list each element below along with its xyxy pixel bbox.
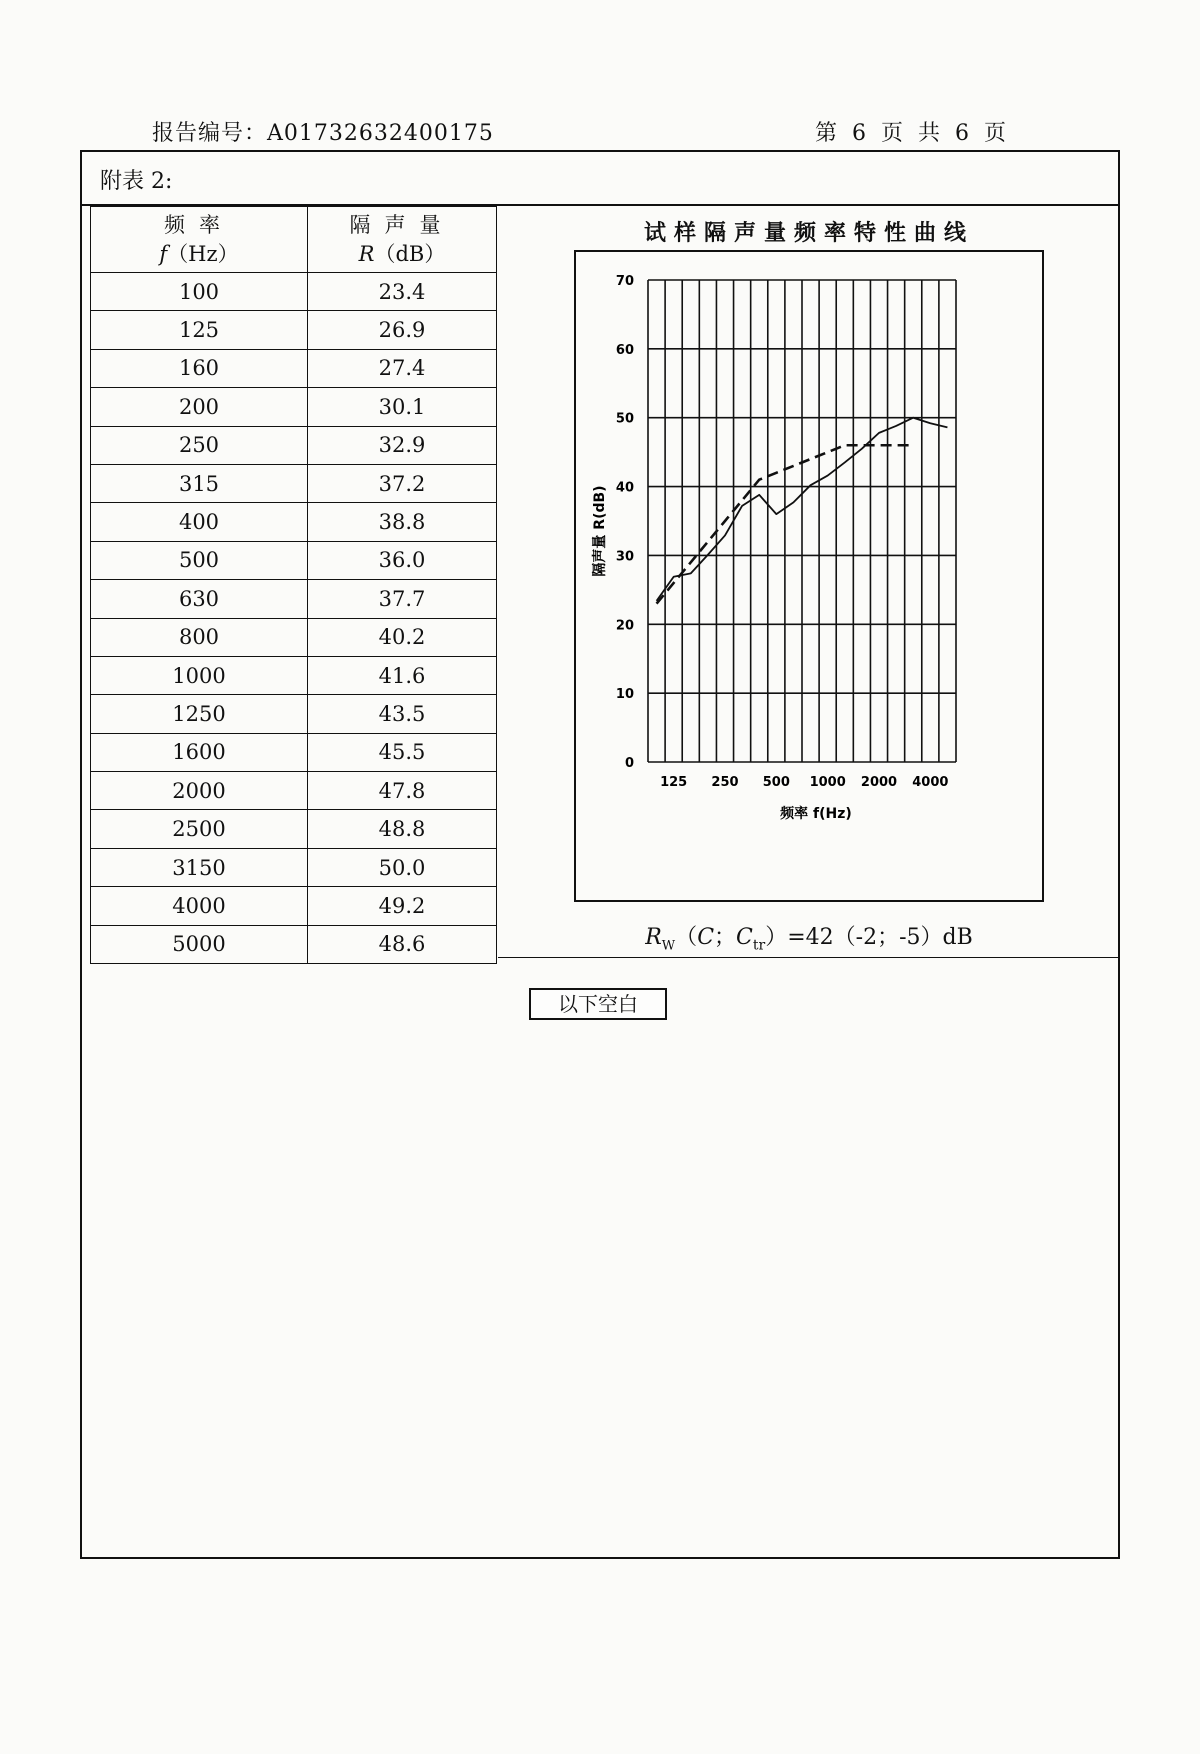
chart-title: 试样隔声量频率特性曲线 [643,220,974,246]
table-row [91,656,497,694]
table-row [91,311,497,349]
frequency-cell: 2000 [91,772,308,810]
rating-value: =42（-2；-5）dB [787,925,973,950]
ctr-symbol: C [736,925,753,950]
insulation-cell: 49.2 [308,887,497,925]
insulation-cell: 47.8 [308,772,497,810]
insulation-unit: （dB） [374,241,446,266]
y-tick-label: 70 [615,274,634,289]
chart-box [574,250,1044,902]
semicolon: ； [714,925,737,950]
report-number-value: A01732632400175 [267,121,494,146]
y-tick-label: 20 [615,618,634,634]
rw-subscript: W [661,938,676,954]
table-row [91,772,497,810]
y-tick-label: 40 [615,480,634,496]
table-row [91,273,497,311]
insulation-cell: 40.2 [308,618,497,656]
paren-close: ） [765,925,788,950]
frequency-cell: 500 [91,541,308,579]
appendix-title: 附表 2: [100,169,173,194]
frequency-cell: 1250 [91,695,308,733]
frequency-cell: 100 [91,273,308,311]
y-tick-label: 50 [615,411,634,427]
table-body [91,273,497,964]
report-number-label: 报告编号： [152,121,268,146]
table-row [91,541,497,579]
frequency-cell: 250 [91,426,308,464]
insulation-cell: 48.6 [308,925,497,963]
x-tick-label: 1000 [809,775,846,790]
frequency-cell: 800 [91,618,308,656]
frequency-cell: 4000 [91,887,308,925]
x-axis-label: 频率 f(Hz) [780,806,852,822]
frequency-column-header [91,207,308,273]
insulation-column-header [308,207,497,273]
table-row [91,810,497,848]
rw-symbol: R [645,925,662,950]
insulation-cell: 32.9 [308,426,497,464]
insulation-cell: 37.7 [308,580,497,618]
weighted-index-line [498,920,1120,953]
ctr-subscript: tr [752,937,766,954]
frequency-header-title: 频率 [164,212,234,237]
insulation-cell: 36.0 [308,541,497,579]
table-row [91,426,497,464]
frequency-cell: 200 [91,388,308,426]
data-table [90,206,497,964]
table-row [91,733,497,771]
frequency-cell: 2500 [91,810,308,848]
frequency-unit: （Hz） [167,241,239,266]
x-tick-label: 4000 [912,775,949,790]
chart-plot [576,252,1042,900]
insulation-cell: 26.9 [308,311,497,349]
frequency-cell: 1000 [91,656,308,694]
y-tick-label: 30 [615,549,634,565]
table-row [91,580,497,618]
frequency-cell: 125 [91,311,308,349]
report-frame [80,150,1120,1559]
insulation-cell: 48.8 [308,810,497,848]
table-row [91,349,497,387]
insulation-cell: 27.4 [308,349,497,387]
insulation-cell: 43.5 [308,695,497,733]
x-tick-label: 250 [711,775,739,790]
y-tick-label: 10 [615,687,634,703]
insulation-header-title: 隔声量 [349,212,455,237]
y-tick-label: 0 [624,756,634,771]
insulation-symbol: R [358,241,375,266]
table-row [91,618,497,656]
page-info: 第 6 页 共 6 页 [815,121,1010,146]
table-row [91,887,497,925]
chart-area [498,206,1120,958]
frequency-cell: 400 [91,503,308,541]
paren-open: （ [675,925,698,950]
insulation-cell: 37.2 [308,464,497,502]
report-number [152,116,494,147]
x-tick-label: 125 [660,775,688,790]
insulation-cell: 38.8 [308,503,497,541]
c-symbol: C [697,925,715,950]
x-tick-label: 500 [762,775,790,790]
insulation-cell: 41.6 [308,656,497,694]
y-axis-label: 隔声量 R(dB) [592,485,608,577]
insulation-cell: 45.5 [308,733,497,771]
frequency-symbol: f [159,241,168,266]
table-row [91,695,497,733]
blank-below-note: 以下空白 [529,988,667,1020]
y-tick-label: 60 [615,342,634,358]
x-tick-label: 2000 [860,775,898,790]
frequency-cell: 315 [91,464,308,502]
insulation-cell: 23.4 [308,273,497,311]
frequency-cell: 630 [91,580,308,618]
table-row [91,388,497,426]
frequency-cell: 3150 [91,848,308,886]
table-row [91,464,497,502]
insulation-cell: 30.1 [308,388,497,426]
frequency-cell: 1600 [91,733,308,771]
table-row [91,503,497,541]
table-header-row [91,207,497,273]
table-row [91,925,497,963]
frequency-cell: 5000 [91,925,308,963]
insulation-cell: 50.0 [308,848,497,886]
table-row [91,848,497,886]
frequency-cell: 160 [91,349,308,387]
